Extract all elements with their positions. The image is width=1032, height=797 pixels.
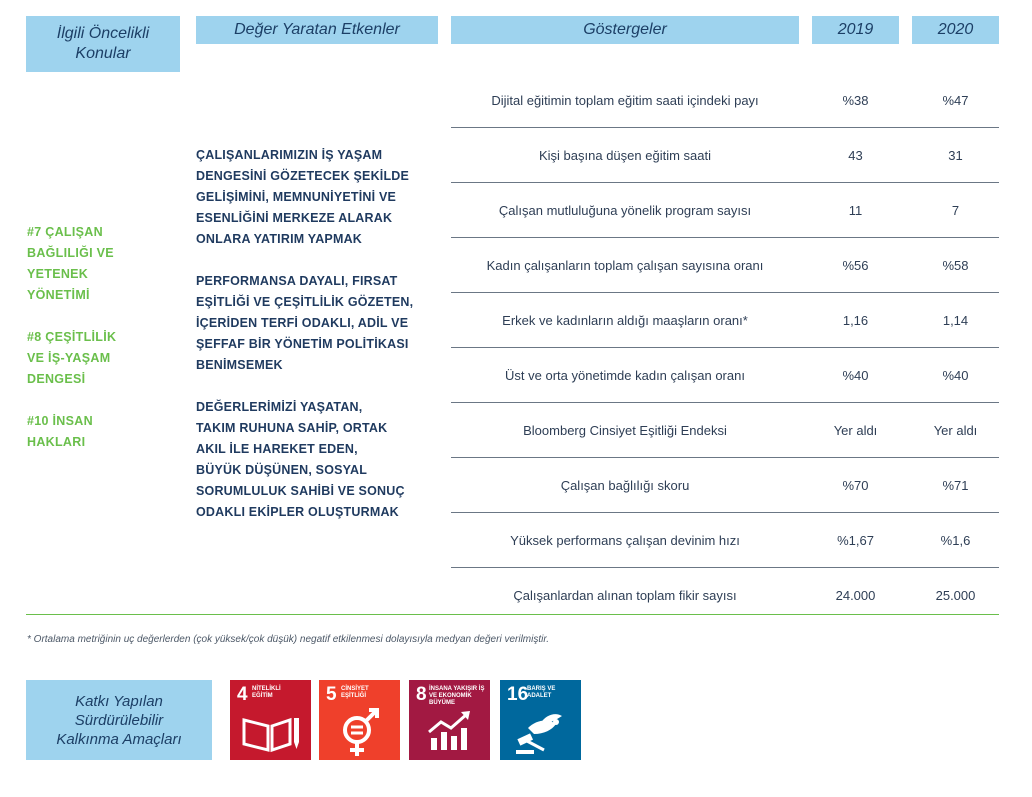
topic-item: #7 ÇALIŞAN BAĞLILIĞI VE YETENEK YÖNETİMİ (27, 225, 114, 302)
table-row (451, 513, 999, 568)
sdg-number: 16 (507, 684, 529, 705)
sdg-tile-8 (409, 680, 490, 760)
indicator-label: Kişi başına düşen eğitim saati (539, 147, 711, 163)
value-2019: %1,67 (837, 532, 874, 548)
value-2020: 25.000 (935, 587, 976, 603)
related-topics-list (27, 222, 157, 474)
value-2020: %71 (942, 477, 969, 493)
topic-item: #8 ÇEŞİTLİLİK VE İŞ-YAŞAM DENGESİ (27, 330, 117, 386)
indicator-label: Yüksek performans çalışan devinim hızı (510, 532, 740, 548)
value-2020: 1,14 (942, 312, 969, 328)
value-2019: %40 (842, 367, 869, 383)
driver-item: ÇALIŞANLARIMIZIN İŞ YAŞAM DENGESİNİ GÖZETECEK ŞEKİLDE GELİŞİMİNİ, MEMNUNİYETİNİ VE ESENLİĞİNİ MERKEZE ALARAK ONLARA YATIRIM YAPMAK (196, 148, 410, 246)
value-2019: Yer aldı (833, 422, 878, 438)
indicator-label: Dijital eğitimin toplam eğitim saati içindeki payı (491, 92, 759, 108)
table-row (451, 348, 999, 403)
table-row (451, 238, 999, 293)
value-drivers-list (196, 145, 436, 544)
header-year-2019: 2019 (812, 16, 899, 44)
sdg-label: NİTELİKLİ EĞİTİM (252, 686, 281, 699)
header-year-2020: 2020 (912, 16, 999, 44)
value-2020: %1,6 (940, 532, 971, 548)
table-row (451, 458, 999, 513)
value-2019: 1,16 (842, 312, 869, 328)
driver-item: DEĞERLERİMİZİ YAŞATAN, TAKIM RUHUNA SAHİP, ORTAK AKIL İLE HAREKET EDEN, BÜYÜK DÜŞÜNEN, SOSYAL SORUMLULUK SAHİBİ VE SONUÇ ODAKLI EKİPLER OLUŞTURMAK (196, 400, 405, 519)
sdg-number: 5 (326, 684, 337, 705)
topic-item: #10 İNSAN HAKLARI (27, 414, 93, 449)
indicators-table (451, 73, 999, 622)
gender-equality-icon (319, 680, 400, 760)
header-related-topics: İlgili Öncelikli Konular (26, 16, 180, 72)
value-2020: %40 (942, 367, 969, 383)
value-2019: 43 (848, 147, 863, 163)
header-indicators: Göstergeler (451, 16, 799, 44)
table-row (451, 128, 999, 183)
sdg-tile-16 (500, 680, 581, 760)
sdg-number: 4 (237, 684, 248, 705)
indicator-label: Çalışan bağlılığı skoru (560, 477, 690, 493)
table-row (451, 403, 999, 458)
growth-chart-icon (409, 680, 490, 760)
sdg-label: CİNSİYET EŞİTLİĞİ (341, 686, 369, 699)
table-row (451, 293, 999, 348)
value-2020: 7 (951, 202, 960, 218)
driver-item: PERFORMANSA DAYALI, FIRSAT EŞİTLİĞİ VE ÇEŞİTLİLİK GÖZETEN, İÇERİDEN TERFİ ODAKLI, ADİL VE ŞEFFAF BİR YÖNETİM POLİTİKASI BENİMSEMEK (196, 274, 414, 372)
value-2019: 11 (848, 202, 863, 218)
value-2020: %47 (942, 92, 969, 108)
header-value-drivers: Değer Yaratan Etkenler (196, 16, 438, 44)
table-row (451, 73, 999, 128)
sdg-label: BARIŞ VE ADALET (527, 686, 556, 699)
value-2020: 31 (948, 147, 963, 163)
value-2019: 24.000 (835, 587, 876, 603)
sdg-label: İNSANA YAKIŞIR İŞ VE EKONOMİK BÜYÜME (429, 686, 485, 706)
dove-gavel-icon (500, 680, 581, 760)
indicator-label: Erkek ve kadınların aldığı maaşların oranı* (502, 312, 748, 328)
value-2019: %38 (842, 92, 869, 108)
book-pencil-icon (230, 680, 311, 760)
header-sdg-contribution: Katkı Yapılan Sürdürülebilir Kalkınma Amaçları (26, 680, 212, 760)
sdg-tile-5 (319, 680, 400, 760)
sdg-number: 8 (416, 684, 427, 705)
indicator-label: Üst ve orta yönetimde kadın çalışan oranı (505, 367, 745, 383)
indicator-label: Çalışanlardan alınan toplam fikir sayısı (513, 587, 737, 603)
indicator-label: Kadın çalışanların toplam çalışan sayısına oranı (486, 257, 764, 273)
footnote: * Ortalama metriğinin uç değerlerden (çok yüksek/çok düşük) negatif etkilenmesi dolayısıyla medyan değeri verilmiştir. (27, 634, 550, 645)
table-row (451, 183, 999, 238)
value-2020: %58 (942, 257, 969, 273)
section-divider (26, 614, 999, 615)
value-2019: %70 (842, 477, 869, 493)
value-2019: %56 (842, 257, 869, 273)
indicator-label: Çalışan mutluluğuna yönelik program sayısı (498, 202, 752, 218)
indicator-label: Bloomberg Cinsiyet Eşitliği Endeksi (523, 422, 727, 438)
sdg-tile-4 (230, 680, 311, 760)
value-2020: Yer aldı (933, 422, 978, 438)
